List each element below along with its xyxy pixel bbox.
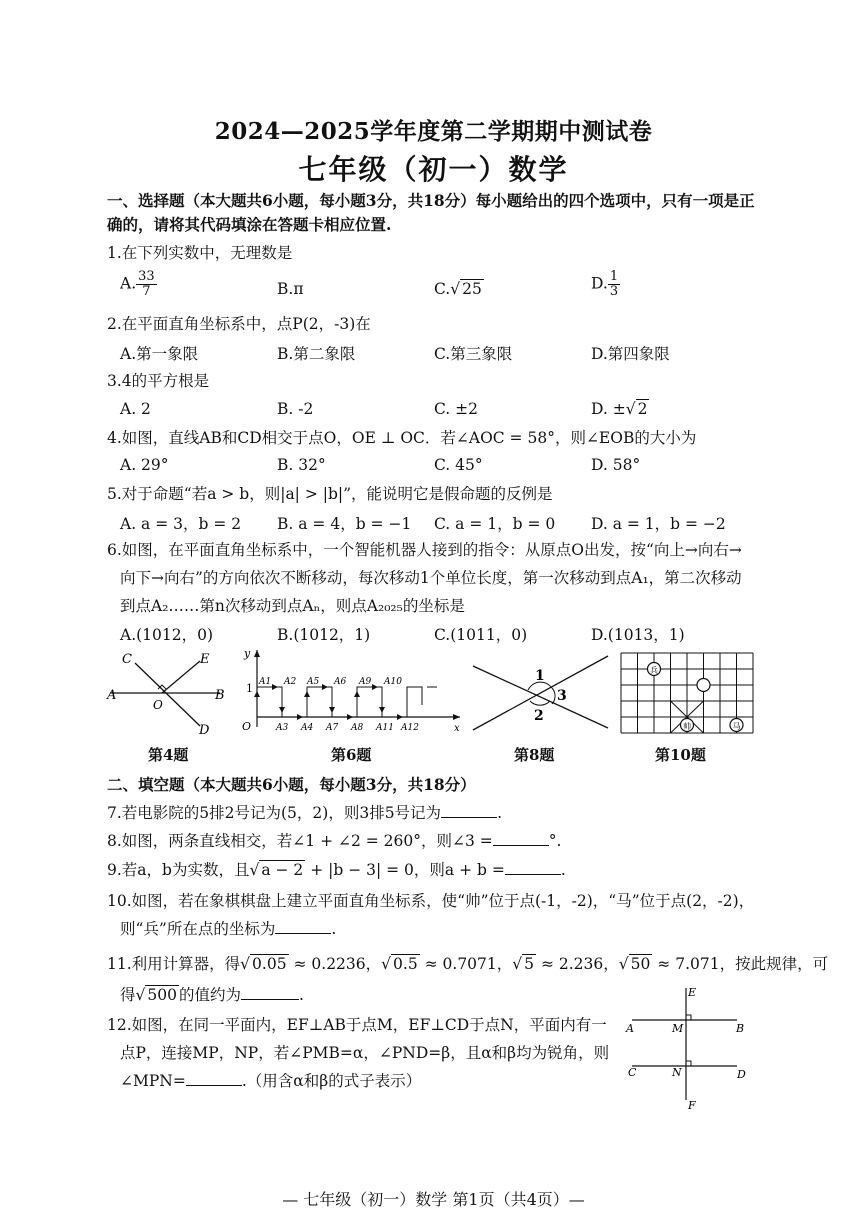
fig12-label-a: A <box>626 1022 634 1035</box>
fig10-piece-bing: 兵 <box>650 666 658 675</box>
fig6-label-origin: O <box>242 720 252 733</box>
q1-option-b: B.π <box>277 280 304 298</box>
q5-stem: 5.对于命题“若a > b，则|a| > |b|”，能说明它是假命题的反例是 <box>107 485 553 503</box>
q5-option-d: D. a = 1，b = −2 <box>591 515 726 533</box>
q6-option-a: A.(1012，0) <box>120 626 214 644</box>
exam-title: 2024—2025学年度第二学期期中测试卷 <box>214 118 653 145</box>
fig6-label-a7: A7 <box>326 723 339 733</box>
q10-line1: 10.如图，若在象棋棋盘上建立平面直角坐标系，使“帅”位于点(-1，-2)，“马”位于点(2，-2)， <box>107 892 755 910</box>
fig8-label-2: 2 <box>534 708 544 724</box>
q6-option-d: D.(1013，1) <box>591 626 685 644</box>
fig8-label-1: 1 <box>535 668 545 684</box>
section1-heading-line2: 确的，请将其代码填涂在答题卡相应位置. <box>107 215 392 234</box>
q2-option-a: A.第一象限 <box>120 345 199 363</box>
fig6-label-1: 1 <box>246 682 253 695</box>
figure-4-caption: 第4题 <box>148 746 189 764</box>
fig12-label-m: M <box>672 1022 684 1035</box>
section1-heading-line1: 一、选择题（本大题共6小题，每小题3分，共18分）每小题给出的四个选项中，只有一项是正 <box>107 191 755 210</box>
q3-option-b: B. -2 <box>277 400 314 418</box>
q3-stem: 3.4的平方根是 <box>107 372 210 390</box>
q6-option-b: B.(1012，1) <box>277 626 371 644</box>
fig6-label-x: x <box>454 723 460 734</box>
fig6-label-a3: A3 <box>276 723 289 733</box>
q4-option-a: A. 29° <box>120 456 169 474</box>
q11-line2: 得√ 500 的值约为 . <box>120 986 304 1004</box>
q4-option-b: B. 32° <box>277 456 326 474</box>
q1-stem: 1.在下列实数中，无理数是 <box>107 244 293 262</box>
q11-line1: 11.利用计算器，得√ 0.05 ≈ 0.2236，√ 0.5 ≈ 0.7071，√ 5 ≈ 2.236，√ 50 ≈ 7.071，按此规律，可 <box>107 955 829 973</box>
fig6-label-y: y <box>244 647 251 660</box>
fig4-label-c: C <box>122 652 132 667</box>
figure-8-caption: 第8题 <box>514 746 555 764</box>
q5-option-b: B. a = 4，b = −1 <box>277 515 412 533</box>
q6-line2: 向下→向右”的方向依次不断移动，每次移动1个单位长度，第一次移动到点A₁，第二次移动 <box>120 569 742 587</box>
fig10-piece-ma: 马 <box>732 722 741 731</box>
figure-10-diagram <box>618 648 760 738</box>
q6-line3: 到点A₂……第n次移动到点Aₙ，则点A₂₀₂₅的坐标是 <box>120 597 465 615</box>
q1-option-a: A. $\frac{33}{7}$ <box>120 269 155 299</box>
fig6-label-a4: A4 <box>301 723 314 733</box>
q12-line1: 12.如图，在同一平面内，EF⊥AB于点M，EF⊥CD于点N，平面内有一 <box>107 1016 607 1034</box>
fig12-label-f: F <box>688 1099 696 1112</box>
figure-10-caption: 第10题 <box>655 746 706 764</box>
figure-8-diagram <box>468 648 616 738</box>
q3-option-d: D. ±√ 2 <box>591 400 648 418</box>
fig6-label-a12: A12 <box>401 723 419 733</box>
q10-line2: 则“兵”所在点的坐标为 . <box>120 920 337 938</box>
fig8-label-3: 3 <box>557 688 567 704</box>
fig4-label-e: E <box>200 652 210 667</box>
q6-line1: 6.如图，在平面直角坐标系中，一个智能机器人接到的指令：从原点O出发，按“向上→向右→ <box>107 541 742 559</box>
page-footer: — 七年级（初一）数学 第1页（共4页）— <box>282 1190 585 1209</box>
q7-text: 7.若电影院的5排2号记为(5，2)，则3排5号记为 . <box>107 804 502 822</box>
fig12-label-b: B <box>736 1022 745 1035</box>
fig12-label-n: N <box>672 1066 682 1079</box>
fig6-label-a9: A9 <box>359 677 372 687</box>
fig12-label-d: D <box>737 1068 746 1081</box>
fig4-label-d: D <box>199 723 210 738</box>
figure-12-diagram <box>622 982 757 1112</box>
fig6-label-a1: A1 <box>259 677 272 687</box>
q9-text: 9.若a，b为实数，且√ a − 2 + |b − 3| = 0，则a + b = . <box>107 861 566 879</box>
figure-4-diagram <box>105 648 230 738</box>
fig6-label-a8: A8 <box>351 723 364 733</box>
q2-stem: 2.在平面直角坐标系中，点P(2，-3)在 <box>107 315 371 333</box>
figure-6-caption: 第6题 <box>331 746 372 764</box>
q5-option-a: A. a = 3，b = 2 <box>120 515 242 533</box>
fig6-label-a6: A6 <box>334 677 347 687</box>
q2-option-d: D.第四象限 <box>591 345 670 363</box>
fig12-label-e: E <box>688 986 697 999</box>
fig6-label-a10: A10 <box>384 677 402 687</box>
q4-option-d: D. 58° <box>591 456 641 474</box>
q1-option-d: D. $\frac{1}{3}$ <box>591 269 619 299</box>
fig6-label-a11: A11 <box>376 723 394 733</box>
q3-option-a: A. 2 <box>120 400 151 418</box>
q1-option-c: C.√ 25 <box>434 280 482 298</box>
exam-subtitle: 七年级（初一）数学 <box>298 153 569 186</box>
fig6-label-a2: A2 <box>284 677 297 687</box>
fig4-label-b: B <box>215 688 225 703</box>
q2-option-c: C.第三象限 <box>434 345 513 363</box>
fig4-label-o: O <box>153 698 163 712</box>
fig6-label-a5: A5 <box>307 677 320 687</box>
q4-option-c: C. 45° <box>434 456 483 474</box>
fig4-label-a: A <box>107 688 117 703</box>
fig12-label-c: C <box>628 1066 637 1079</box>
q12-line2: 点P，连接MP，NP，若∠PMB=α，∠PND=β，且α和β均为锐角，则 <box>120 1044 610 1062</box>
q4-stem: 4.如图，直线AB和CD相交于点O，OE ⊥ OC．若∠AOC = 58°，则∠EOB的大小为 <box>107 429 697 447</box>
q3-option-c: C. ±2 <box>434 400 479 418</box>
figure-6-diagram <box>232 645 467 737</box>
q5-option-c: C. a = 1，b = 0 <box>434 515 556 533</box>
fig10-piece-shuai: 帅 <box>683 722 691 731</box>
q6-option-c: C.(1011，0) <box>434 626 528 644</box>
q2-option-b: B.第二象限 <box>277 345 356 363</box>
section2-heading: 二、填空题（本大题共6小题，每小题3分，共18分） <box>107 775 476 794</box>
q12-line3: ∠MPN= .（用含α和β的式子表示） <box>120 1072 422 1090</box>
q8-text: 8.如图，两条直线相交，若∠1 + ∠2 = 260°，则∠3 = °. <box>107 832 562 850</box>
